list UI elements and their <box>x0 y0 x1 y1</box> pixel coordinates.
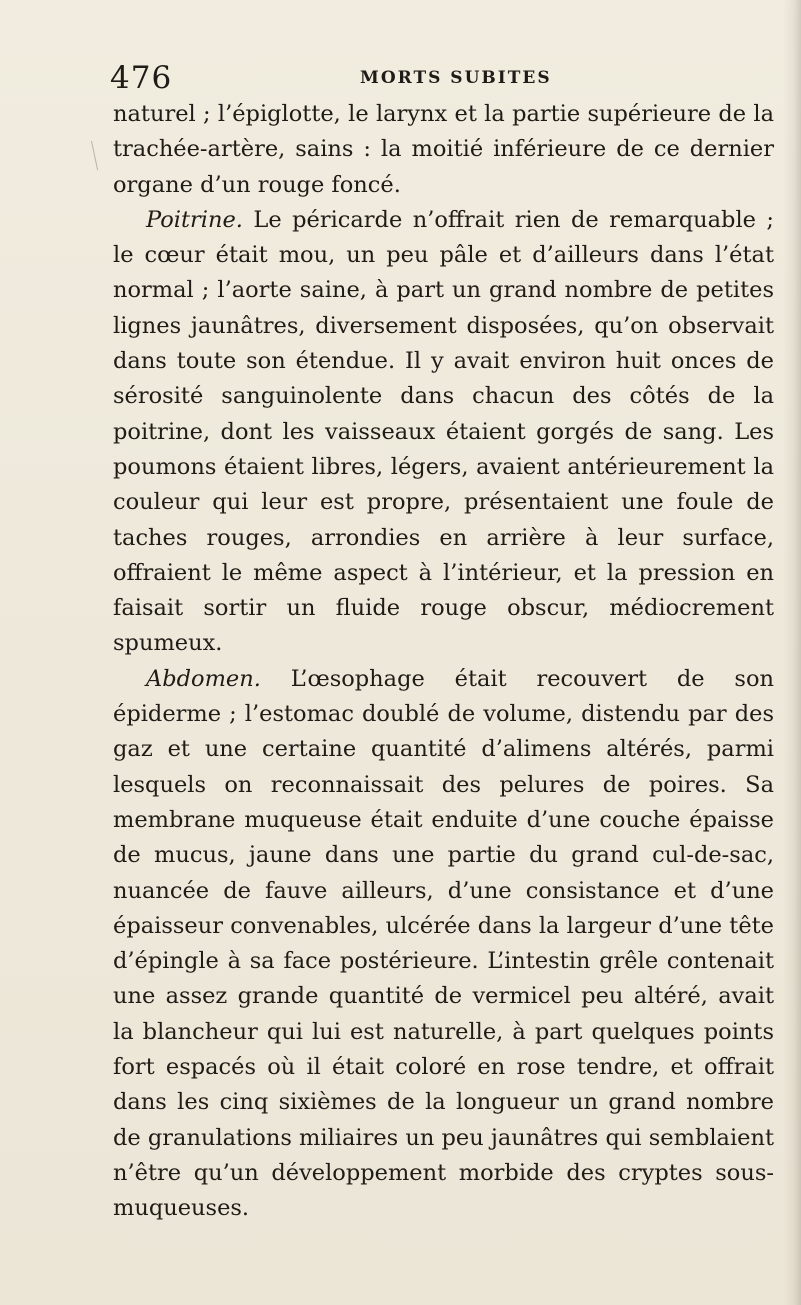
page-number: 476 <box>110 60 173 96</box>
paragraph-abdomen <box>113 662 774 1227</box>
paragraph-poitrine <box>113 203 774 662</box>
paragraph-poitrine-text: Le péricarde n’offrait rien de remarquable ; le cœur était mou, un peu pâle et d’ailleurs dans l’état normal ; l’aorte saine, à part un grand nombre de petites lignes jaunâtres, diversement disposées, qu’on observait dans toute son étendue. Il y avait environ huit onces de sérosité sanguinolente dans chacun des côtés de la poitrine, dont les vaisseaux étaient gorgés de sang. Les poumons étaient libres, légers, avaient antérieurement la couleur qui leur est propre, présentaient une foule de taches rouges, arrondies en arrière à leur surface, offraient le même aspect à l’intérieur, et la pression en faisait sortir un fluide rouge obscur, médiocrement spumeux. <box>113 206 774 657</box>
running-head: MORTS SUBITES <box>360 68 552 88</box>
margin-mark <box>91 140 103 171</box>
section-heading-abdomen: Abdomen. <box>146 665 261 692</box>
paragraph-abdomen-text: L’œsophage était recouvert de son épiderme ; l’estomac doublé de volume, distendu par des gaz et une certaine quantité d’alimens altérés, parmi lesquels on reconnaissait des pelures de poires. Sa membrane muqueuse était enduite d’une couche épaisse de mucus, jaune dans une partie du grand cul-de-sac, nuancée de fauve ailleurs, d’une consistance et d’une épaisseur convenables, ulcérée dans la largeur d’une tête d’épingle à sa face postérieure. L’intestin grêle contenait une assez grande quantité de vermicel peu altéré, avait la blancheur qui lui est naturelle, à part quelques points fort espacés où il était coloré en rose tendre, et offrait dans les cinq sixièmes de la longueur un grand nombre de granulations miliaires un peu jaunâtres qui semblaient n’être qu’un développement morbide des cryptes sous-muqueuses. <box>113 665 774 1222</box>
paragraph-continuation: naturel ; l’épiglotte, le larynx et la partie supérieure de la trachée-artère, sains : la moitié inférieure de ce dernier organe d’un rouge foncé. <box>113 101 774 198</box>
page-header <box>110 58 770 98</box>
page-edge-shadow <box>783 0 801 1305</box>
body-text <box>113 97 774 1227</box>
section-heading-poitrine: Poitrine. <box>146 206 243 233</box>
